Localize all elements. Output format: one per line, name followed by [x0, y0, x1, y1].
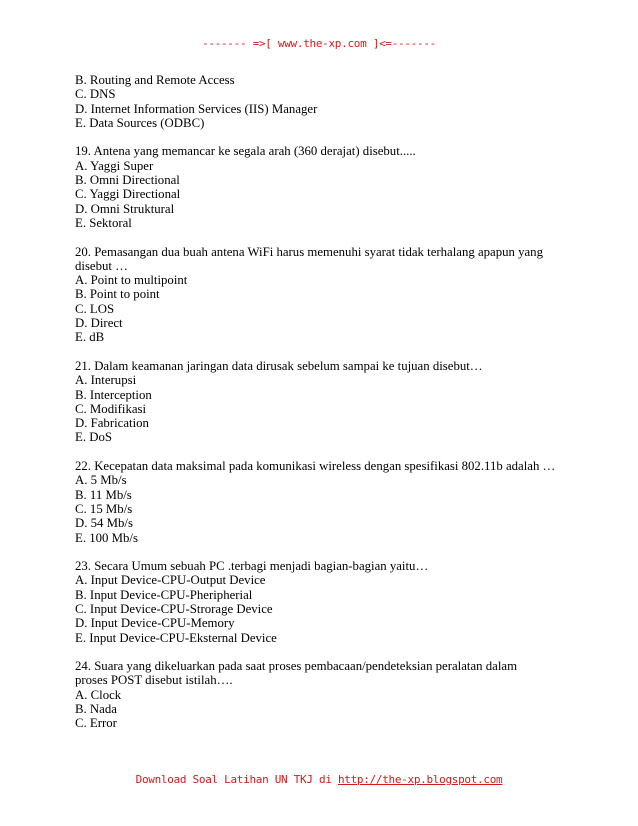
- question-23: [75, 559, 575, 645]
- footer-link[interactable]: http://the-xp.blogspot.com: [337, 773, 503, 786]
- option-line: C. Error: [75, 716, 117, 731]
- option-line: E. 100 Mb/s: [75, 530, 138, 545]
- option-line: C. Modifikasi: [75, 401, 147, 416]
- option-line: A. Interupsi: [75, 373, 137, 388]
- option-line: D. Fabrication: [75, 416, 149, 431]
- question-24: [75, 659, 575, 730]
- question-22: [75, 459, 575, 545]
- option-line: B. Input Device-CPU-Pheripherial: [75, 587, 253, 602]
- option-line: B. Routing and Remote Access: [75, 73, 235, 87]
- option-line: E. dB: [75, 330, 105, 345]
- question-stem: 22. Kecepatan data maksimal pada komunikasi wireless dengan spesifikasi 802.11b adalah …: [75, 459, 556, 474]
- question-stem: proses POST disebut istilah….: [75, 673, 233, 688]
- question-stem: 23. Secara Umum sebuah PC .terbagi menjadi bagian-bagian yaitu…: [75, 559, 429, 574]
- continued-options: [75, 73, 575, 130]
- question-20: [75, 245, 575, 345]
- option-line: D. Direct: [75, 316, 123, 331]
- question-stem: 20. Pemasangan dua buah antena WiFi harus memenuhi syarat tidak terhalang apapun yang: [75, 244, 543, 259]
- option-line: C. Input Device-CPU-Strorage Device: [75, 601, 273, 616]
- document-body: [75, 73, 575, 731]
- page-header: [0, 37, 638, 50]
- question-19: [75, 144, 575, 230]
- option-line: E. Sektoral: [75, 215, 132, 230]
- question-stem: 24. Suara yang dikeluarkan pada saat proses pembacaan/pendeteksian peralatan dalam: [75, 659, 518, 674]
- option-line: D. Input Device-CPU-Memory: [75, 616, 235, 631]
- option-line: C. DNS: [75, 87, 116, 102]
- question-stem: 19. Antena yang memancar ke segala arah (360 derajat) disebut.....: [75, 144, 416, 159]
- header-text: ------- =>[ www.the-xp.com ]<=-------: [202, 37, 436, 50]
- option-line: A. Input Device-CPU-Output Device: [75, 573, 266, 588]
- option-line: B. 11 Mb/s: [75, 487, 132, 502]
- option-line: C. Yaggi Directional: [75, 187, 181, 202]
- option-line: E. DoS: [75, 430, 112, 445]
- option-line: A. Point to multipoint: [75, 273, 188, 288]
- option-line: D. Internet Information Services (IIS) Manager: [75, 101, 318, 116]
- option-line: A. Yaggi Super: [75, 158, 154, 173]
- footer-prefix: Download Soal Latihan UN TKJ di: [135, 773, 338, 786]
- option-line: A. 5 Mb/s: [75, 473, 127, 488]
- option-line: B. Point to point: [75, 287, 160, 302]
- option-line: E. Input Device-CPU-Eksternal Device: [75, 630, 277, 645]
- option-line: A. Clock: [75, 687, 122, 702]
- option-line: D. 54 Mb/s: [75, 516, 133, 531]
- question-stem: 21. Dalam keamanan jaringan data dirusak sebelum sampai ke tujuan disebut…: [75, 358, 483, 373]
- option-line: D. Omni Struktural: [75, 201, 175, 216]
- option-line: B. Omni Directional: [75, 173, 180, 188]
- option-line: B. Nada: [75, 702, 117, 717]
- option-line: C. 15 Mb/s: [75, 501, 133, 516]
- option-line: C. LOS: [75, 301, 115, 316]
- option-line: E. Data Sources (ODBC): [75, 115, 205, 130]
- question-stem: disebut …: [75, 258, 128, 273]
- page-footer: [0, 773, 638, 786]
- question-21: [75, 359, 575, 445]
- option-line: B. Interception: [75, 387, 152, 402]
